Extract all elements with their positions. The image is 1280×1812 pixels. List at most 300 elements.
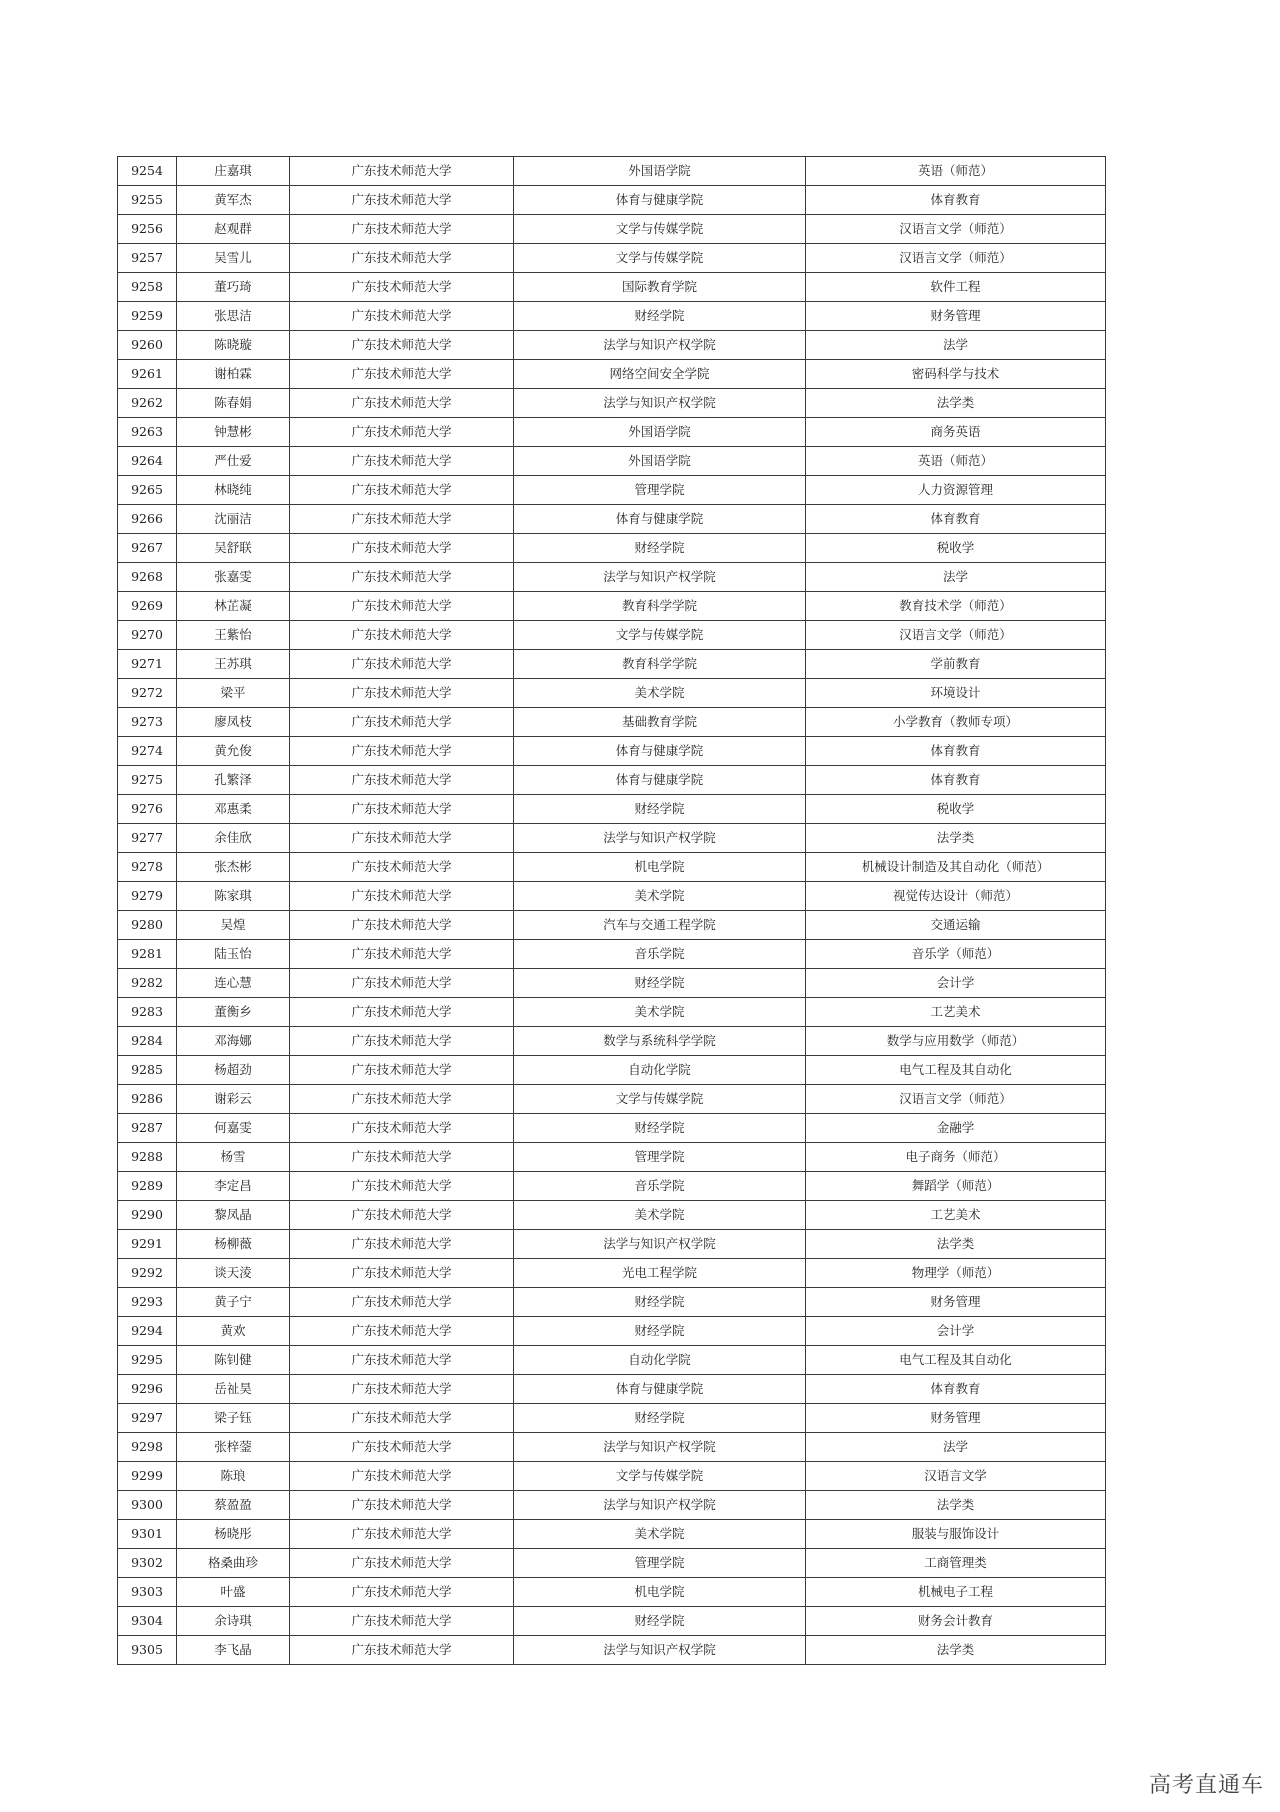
cell-no: 9304 [118,1607,177,1636]
cell-college: 法学与知识产权学院 [514,1230,806,1259]
table-row [118,795,1106,824]
table-row [118,331,1106,360]
cell-major: 机械设计制造及其自动化（师范） [806,853,1106,882]
table-row [118,244,1106,273]
cell-major: 体育教育 [806,737,1106,766]
cell-name: 余诗琪 [177,1607,290,1636]
table-row [118,1578,1106,1607]
cell-name: 何嘉雯 [177,1114,290,1143]
cell-no: 9298 [118,1433,177,1462]
cell-no: 9258 [118,273,177,302]
cell-no: 9270 [118,621,177,650]
cell-major: 教育技术学（师范） [806,592,1106,621]
cell-college: 财经学院 [514,302,806,331]
table-row [118,1027,1106,1056]
table-row [118,215,1106,244]
cell-university: 广东技术师范大学 [290,389,514,418]
cell-university: 广东技术师范大学 [290,1027,514,1056]
cell-university: 广东技术师范大学 [290,215,514,244]
cell-no: 9289 [118,1172,177,1201]
cell-college: 音乐学院 [514,940,806,969]
cell-no: 9278 [118,853,177,882]
cell-name: 王紫怡 [177,621,290,650]
cell-major: 密码科学与技术 [806,360,1106,389]
table-row [118,1172,1106,1201]
cell-no: 9283 [118,998,177,1027]
cell-no: 9280 [118,911,177,940]
cell-name: 董巧琦 [177,273,290,302]
table-row [118,1259,1106,1288]
table-row [118,1375,1106,1404]
table-row [118,853,1106,882]
cell-major: 会计学 [806,1317,1106,1346]
table-row [118,273,1106,302]
cell-major: 音乐学（师范） [806,940,1106,969]
cell-university: 广东技术师范大学 [290,1462,514,1491]
cell-university: 广东技术师范大学 [290,592,514,621]
watermark-logo: 高考直通车 [1148,1773,1264,1798]
cell-no: 9295 [118,1346,177,1375]
cell-major: 税收学 [806,534,1106,563]
cell-name: 谢彩云 [177,1085,290,1114]
cell-name: 叶盛 [177,1578,290,1607]
cell-name: 李飞晶 [177,1636,290,1665]
cell-college: 外国语学院 [514,418,806,447]
table-row [118,360,1106,389]
cell-major: 物理学（师范） [806,1259,1106,1288]
table-row [118,824,1106,853]
table-row [118,882,1106,911]
cell-university: 广东技术师范大学 [290,737,514,766]
cell-no: 9260 [118,331,177,360]
table-row [118,1520,1106,1549]
cell-no: 9264 [118,447,177,476]
cell-no: 9271 [118,650,177,679]
cell-name: 陈钊健 [177,1346,290,1375]
cell-major: 机械电子工程 [806,1578,1106,1607]
cell-college: 光电工程学院 [514,1259,806,1288]
table-row [118,1549,1106,1578]
cell-college: 法学与知识产权学院 [514,1491,806,1520]
cell-name: 张思洁 [177,302,290,331]
cell-name: 谢柏霖 [177,360,290,389]
cell-college: 法学与知识产权学院 [514,1636,806,1665]
cell-major: 服装与服饰设计 [806,1520,1106,1549]
cell-name: 吴雪儿 [177,244,290,273]
cell-major: 电子商务（师范） [806,1143,1106,1172]
table-row [118,563,1106,592]
cell-major: 体育教育 [806,505,1106,534]
cell-name: 王苏琪 [177,650,290,679]
cell-name: 梁平 [177,679,290,708]
cell-major: 工艺美术 [806,1201,1106,1230]
cell-no: 9262 [118,389,177,418]
cell-name: 陈家琪 [177,882,290,911]
cell-name: 严仕爱 [177,447,290,476]
cell-university: 广东技术师范大学 [290,621,514,650]
cell-name: 张嘉雯 [177,563,290,592]
cell-no: 9290 [118,1201,177,1230]
cell-college: 自动化学院 [514,1346,806,1375]
cell-name: 孔繁泽 [177,766,290,795]
cell-major: 环境设计 [806,679,1106,708]
cell-college: 文学与传媒学院 [514,621,806,650]
cell-university: 广东技术师范大学 [290,1433,514,1462]
cell-major: 法学 [806,1433,1106,1462]
cell-name: 吴煌 [177,911,290,940]
cell-no: 9305 [118,1636,177,1665]
cell-no: 9255 [118,186,177,215]
cell-college: 网络空间安全学院 [514,360,806,389]
cell-college: 汽车与交通工程学院 [514,911,806,940]
cell-university: 广东技术师范大学 [290,1201,514,1230]
cell-university: 广东技术师范大学 [290,563,514,592]
cell-college: 文学与传媒学院 [514,244,806,273]
cell-university: 广东技术师范大学 [290,998,514,1027]
cell-university: 广东技术师范大学 [290,1230,514,1259]
cell-name: 黄军杰 [177,186,290,215]
table-row [118,505,1106,534]
cell-college: 美术学院 [514,1520,806,1549]
table-row [118,534,1106,563]
cell-name: 林晓纯 [177,476,290,505]
cell-college: 财经学院 [514,969,806,998]
cell-name: 黄欢 [177,1317,290,1346]
cell-major: 工商管理类 [806,1549,1106,1578]
cell-university: 广东技术师范大学 [290,1578,514,1607]
cell-university: 广东技术师范大学 [290,940,514,969]
cell-name: 邓惠柔 [177,795,290,824]
table-row [118,157,1106,186]
cell-major: 会计学 [806,969,1106,998]
cell-major: 电气工程及其自动化 [806,1346,1106,1375]
cell-college: 财经学院 [514,1114,806,1143]
cell-university: 广东技术师范大学 [290,1491,514,1520]
cell-no: 9277 [118,824,177,853]
table-row [118,1491,1106,1520]
cell-college: 教育科学学院 [514,592,806,621]
cell-college: 财经学院 [514,534,806,563]
cell-college: 法学与知识产权学院 [514,824,806,853]
cell-university: 广东技术师范大学 [290,302,514,331]
table-row [118,940,1106,969]
cell-name: 陈春娟 [177,389,290,418]
cell-college: 财经学院 [514,1317,806,1346]
table-row [118,1607,1106,1636]
cell-no: 9293 [118,1288,177,1317]
cell-no: 9285 [118,1056,177,1085]
cell-major: 财务管理 [806,1288,1106,1317]
cell-no: 9261 [118,360,177,389]
cell-college: 体育与健康学院 [514,766,806,795]
cell-name: 陈琅 [177,1462,290,1491]
cell-college: 文学与传媒学院 [514,1085,806,1114]
cell-university: 广东技术师范大学 [290,1520,514,1549]
cell-major: 汉语言文学（师范） [806,244,1106,273]
cell-university: 广东技术师范大学 [290,882,514,911]
cell-major: 财务会计教育 [806,1607,1106,1636]
table-row [118,418,1106,447]
cell-college: 管理学院 [514,1549,806,1578]
cell-college: 法学与知识产权学院 [514,331,806,360]
cell-name: 余佳欣 [177,824,290,853]
cell-name: 梁子钰 [177,1404,290,1433]
cell-name: 杨晓彤 [177,1520,290,1549]
table-row [118,998,1106,1027]
table-row [118,302,1106,331]
cell-no: 9267 [118,534,177,563]
cell-college: 机电学院 [514,853,806,882]
cell-major: 汉语言文学（师范） [806,1085,1106,1114]
cell-no: 9296 [118,1375,177,1404]
table-row [118,1404,1106,1433]
cell-name: 杨雪 [177,1143,290,1172]
cell-college: 数学与系统科学学院 [514,1027,806,1056]
cell-major: 汉语言文学 [806,1462,1106,1491]
cell-major: 数学与应用数学（师范） [806,1027,1106,1056]
cell-no: 9256 [118,215,177,244]
cell-university: 广东技术师范大学 [290,1259,514,1288]
cell-no: 9263 [118,418,177,447]
cell-major: 体育教育 [806,186,1106,215]
cell-name: 林芷凝 [177,592,290,621]
cell-major: 税收学 [806,795,1106,824]
cell-no: 9269 [118,592,177,621]
cell-name: 张梓蓥 [177,1433,290,1462]
table-row [118,650,1106,679]
table-row [118,1433,1106,1462]
cell-name: 蔡盈盈 [177,1491,290,1520]
cell-college: 财经学院 [514,1404,806,1433]
cell-major: 英语（师范） [806,157,1106,186]
cell-name: 杨柳薇 [177,1230,290,1259]
cell-university: 广东技术师范大学 [290,795,514,824]
cell-college: 文学与传媒学院 [514,215,806,244]
cell-major: 体育教育 [806,766,1106,795]
cell-college: 教育科学学院 [514,650,806,679]
table-row [118,1230,1106,1259]
cell-university: 广东技术师范大学 [290,1549,514,1578]
cell-name: 邓海娜 [177,1027,290,1056]
cell-no: 9265 [118,476,177,505]
table-row [118,1317,1106,1346]
cell-no: 9284 [118,1027,177,1056]
cell-college: 管理学院 [514,476,806,505]
cell-major: 法学 [806,563,1106,592]
cell-college: 财经学院 [514,1607,806,1636]
cell-name: 杨超劲 [177,1056,290,1085]
cell-no: 9281 [118,940,177,969]
cell-college: 美术学院 [514,998,806,1027]
cell-college: 外国语学院 [514,157,806,186]
cell-major: 金融学 [806,1114,1106,1143]
cell-major: 小学教育（教师专项） [806,708,1106,737]
cell-university: 广东技术师范大学 [290,650,514,679]
cell-no: 9301 [118,1520,177,1549]
cell-no: 9276 [118,795,177,824]
cell-university: 广东技术师范大学 [290,1346,514,1375]
cell-major: 学前教育 [806,650,1106,679]
cell-university: 广东技术师范大学 [290,824,514,853]
table-row [118,766,1106,795]
cell-major: 法学类 [806,1636,1106,1665]
table-row [118,476,1106,505]
table-row [118,186,1106,215]
cell-university: 广东技术师范大学 [290,1288,514,1317]
cell-name: 庄嘉琪 [177,157,290,186]
cell-major: 体育教育 [806,1375,1106,1404]
cell-university: 广东技术师范大学 [290,331,514,360]
cell-name: 廖凤枝 [177,708,290,737]
cell-college: 体育与健康学院 [514,1375,806,1404]
cell-college: 体育与健康学院 [514,505,806,534]
cell-university: 广东技术师范大学 [290,1375,514,1404]
table-row [118,447,1106,476]
cell-no: 9288 [118,1143,177,1172]
cell-university: 广东技术师范大学 [290,418,514,447]
cell-no: 9294 [118,1317,177,1346]
cell-college: 国际教育学院 [514,273,806,302]
cell-no: 9299 [118,1462,177,1491]
cell-major: 人力资源管理 [806,476,1106,505]
cell-name: 谈天淩 [177,1259,290,1288]
table-row [118,1636,1106,1665]
cell-university: 广东技术师范大学 [290,766,514,795]
cell-name: 黄子宁 [177,1288,290,1317]
cell-university: 广东技术师范大学 [290,273,514,302]
cell-college: 机电学院 [514,1578,806,1607]
cell-no: 9266 [118,505,177,534]
cell-college: 外国语学院 [514,447,806,476]
cell-college: 财经学院 [514,1288,806,1317]
table-row [118,1085,1106,1114]
table-body [118,157,1106,1665]
table-row [118,1288,1106,1317]
cell-university: 广东技术师范大学 [290,1172,514,1201]
cell-no: 9286 [118,1085,177,1114]
cell-university: 广东技术师范大学 [290,969,514,998]
cell-name: 张杰彬 [177,853,290,882]
table-row [118,737,1106,766]
cell-university: 广东技术师范大学 [290,1085,514,1114]
cell-university: 广东技术师范大学 [290,911,514,940]
cell-university: 广东技术师范大学 [290,1607,514,1636]
cell-major: 舞蹈学（师范） [806,1172,1106,1201]
cell-name: 董衡乡 [177,998,290,1027]
cell-major: 交通运输 [806,911,1106,940]
cell-major: 法学类 [806,389,1106,418]
cell-major: 法学 [806,331,1106,360]
cell-college: 音乐学院 [514,1172,806,1201]
table-row [118,679,1106,708]
cell-no: 9292 [118,1259,177,1288]
cell-university: 广东技术师范大学 [290,1056,514,1085]
cell-university: 广东技术师范大学 [290,157,514,186]
cell-no: 9287 [118,1114,177,1143]
cell-university: 广东技术师范大学 [290,679,514,708]
cell-major: 财务管理 [806,302,1106,331]
cell-name: 连心慧 [177,969,290,998]
cell-no: 9268 [118,563,177,592]
cell-college: 法学与知识产权学院 [514,1433,806,1462]
cell-name: 钟慧彬 [177,418,290,447]
cell-no: 9259 [118,302,177,331]
cell-name: 吴舒联 [177,534,290,563]
cell-college: 文学与传媒学院 [514,1462,806,1491]
cell-college: 美术学院 [514,679,806,708]
cell-university: 广东技术师范大学 [290,853,514,882]
cell-name: 陆玉怡 [177,940,290,969]
cell-college: 美术学院 [514,1201,806,1230]
cell-college: 体育与健康学院 [514,737,806,766]
cell-university: 广东技术师范大学 [290,360,514,389]
cell-college: 自动化学院 [514,1056,806,1085]
table-row [118,592,1106,621]
table-row [118,708,1106,737]
cell-major: 法学类 [806,824,1106,853]
cell-no: 9297 [118,1404,177,1433]
admission-list-table [117,156,1106,1665]
table-row [118,621,1106,650]
cell-no: 9282 [118,969,177,998]
cell-university: 广东技术师范大学 [290,1114,514,1143]
cell-name: 格桑曲珍 [177,1549,290,1578]
table-row [118,1114,1106,1143]
cell-college: 美术学院 [514,882,806,911]
cell-no: 9291 [118,1230,177,1259]
cell-no: 9302 [118,1549,177,1578]
cell-major: 工艺美术 [806,998,1106,1027]
cell-major: 视觉传达设计（师范） [806,882,1106,911]
table-row [118,1056,1106,1085]
cell-major: 英语（师范） [806,447,1106,476]
cell-no: 9303 [118,1578,177,1607]
cell-no: 9274 [118,737,177,766]
cell-university: 广东技术师范大学 [290,186,514,215]
cell-university: 广东技术师范大学 [290,1143,514,1172]
cell-no: 9257 [118,244,177,273]
cell-college: 基础教育学院 [514,708,806,737]
cell-no: 9300 [118,1491,177,1520]
cell-university: 广东技术师范大学 [290,1317,514,1346]
cell-name: 沈丽洁 [177,505,290,534]
cell-college: 管理学院 [514,1143,806,1172]
table-row [118,1201,1106,1230]
cell-major: 汉语言文学（师范） [806,621,1106,650]
cell-college: 体育与健康学院 [514,186,806,215]
cell-no: 9275 [118,766,177,795]
table-row [118,1143,1106,1172]
cell-university: 广东技术师范大学 [290,708,514,737]
cell-name: 黎凤晶 [177,1201,290,1230]
table-row [118,911,1106,940]
cell-no: 9279 [118,882,177,911]
cell-major: 商务英语 [806,418,1106,447]
cell-university: 广东技术师范大学 [290,447,514,476]
cell-major: 软件工程 [806,273,1106,302]
cell-major: 财务管理 [806,1404,1106,1433]
table-row [118,389,1106,418]
cell-college: 财经学院 [514,795,806,824]
cell-major: 法学类 [806,1230,1106,1259]
cell-name: 李定昌 [177,1172,290,1201]
table-row [118,969,1106,998]
table-row [118,1462,1106,1491]
cell-name: 黄允俊 [177,737,290,766]
cell-name: 赵观群 [177,215,290,244]
cell-university: 广东技术师范大学 [290,505,514,534]
cell-university: 广东技术师范大学 [290,534,514,563]
